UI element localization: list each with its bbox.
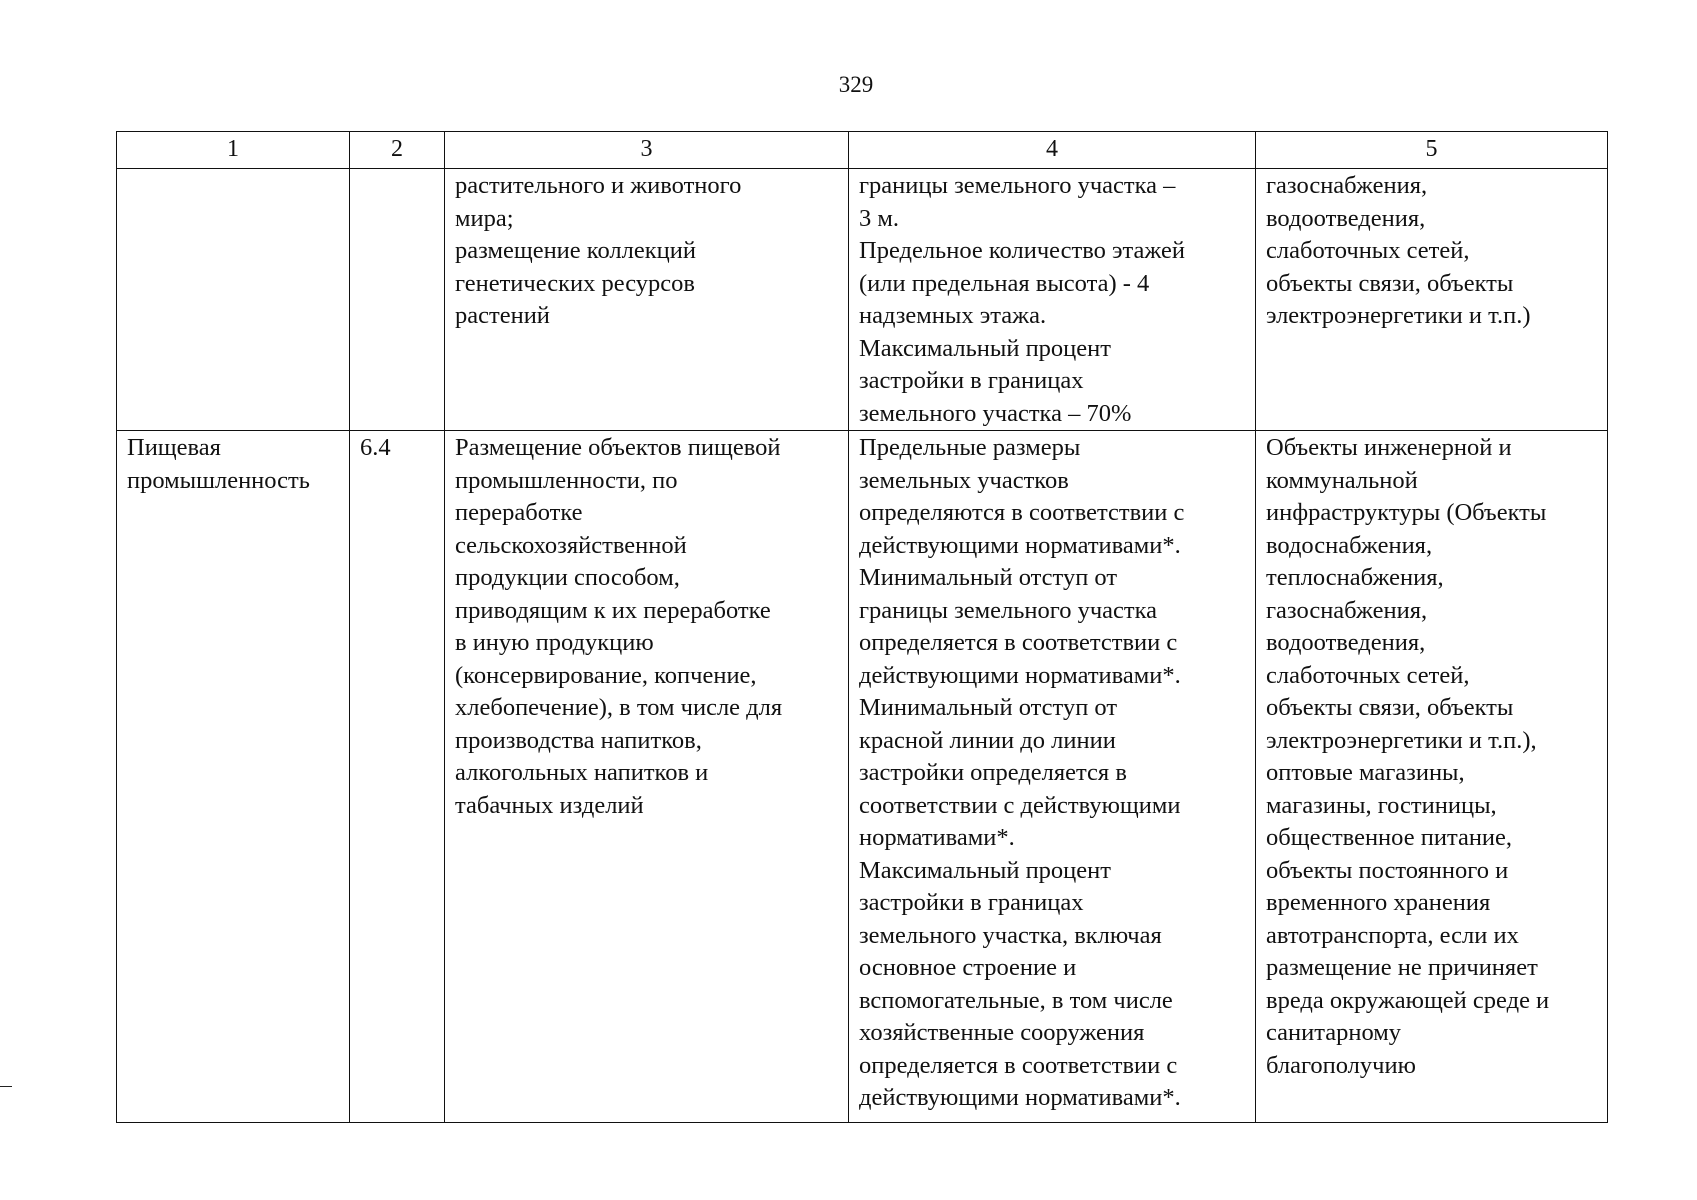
use-code-cell: 6.4 — [350, 431, 445, 1123]
scan-edge-mark — [0, 1086, 12, 1087]
column-number-1: 1 — [117, 132, 350, 169]
table-row — [117, 431, 1608, 1123]
parameters-cell: Предельные размеры земельных участков определяются в соответствии с действующими нормативами*. Минимальный отступ от границы земельного участка определяется в соответствии с действующими нормативами*. Минимальный отступ от красной линии до линии застройки определяется в соответствии с действующими нормативами*. Максимальный процент застройки в границах земельного участка, включая основное строение и вспомогательные, в том числе хозяйственные сооружения определяется в соответствии с действующими нормативами*. — [849, 431, 1256, 1123]
column-number-5: 5 — [1256, 132, 1608, 169]
column-number-4: 4 — [849, 132, 1256, 169]
use-description-cell: растительного и животного мира; размещение коллекций генетических ресурсов растений — [445, 169, 849, 431]
use-name-cell — [117, 169, 350, 431]
use-code-cell — [350, 169, 445, 431]
column-number-2: 2 — [350, 132, 445, 169]
use-name-cell: Пищевая промышленность — [117, 431, 350, 1123]
parameters-cell: границы земельного участка – 3 м. Предельное количество этажей (или предельная высота) - 4 надземных этажа. Максимальный процент застройки в границах земельного участка – 70% — [849, 169, 1256, 431]
page-number: 329 — [838, 72, 874, 97]
auxiliary-uses-cell: Объекты инженерной и коммунальной инфраструктуры (Объекты водоснабжения, теплоснабжения, газоснабжения, водоотведения, слаботочных сетей, объекты связи, объекты электроэнергетики и т.п.), оптовые магазины, магазины, гостиницы, общественное питание, объекты постоянного и временного хранения автотранспорта, если их размещение не причиняет вреда окружающей среде и санитарному благополучию — [1256, 431, 1608, 1123]
table-row — [117, 169, 1608, 431]
use-description-cell: Размещение объектов пищевой промышленности, по переработке сельскохозяйственной продукции способом, приводящим к их переработке в иную продукцию (консервирование, копчение, хлебопечение), в том числе для производства напитков, алкогольных напитков и табачных изделий — [445, 431, 849, 1123]
table-header-row — [117, 132, 1608, 169]
column-number-3: 3 — [445, 132, 849, 169]
auxiliary-uses-cell: газоснабжения, водоотведения, слаботочных сетей, объекты связи, объекты электроэнергетики и т.п.) — [1256, 169, 1608, 431]
zoning-regulations-table — [116, 131, 1608, 1123]
